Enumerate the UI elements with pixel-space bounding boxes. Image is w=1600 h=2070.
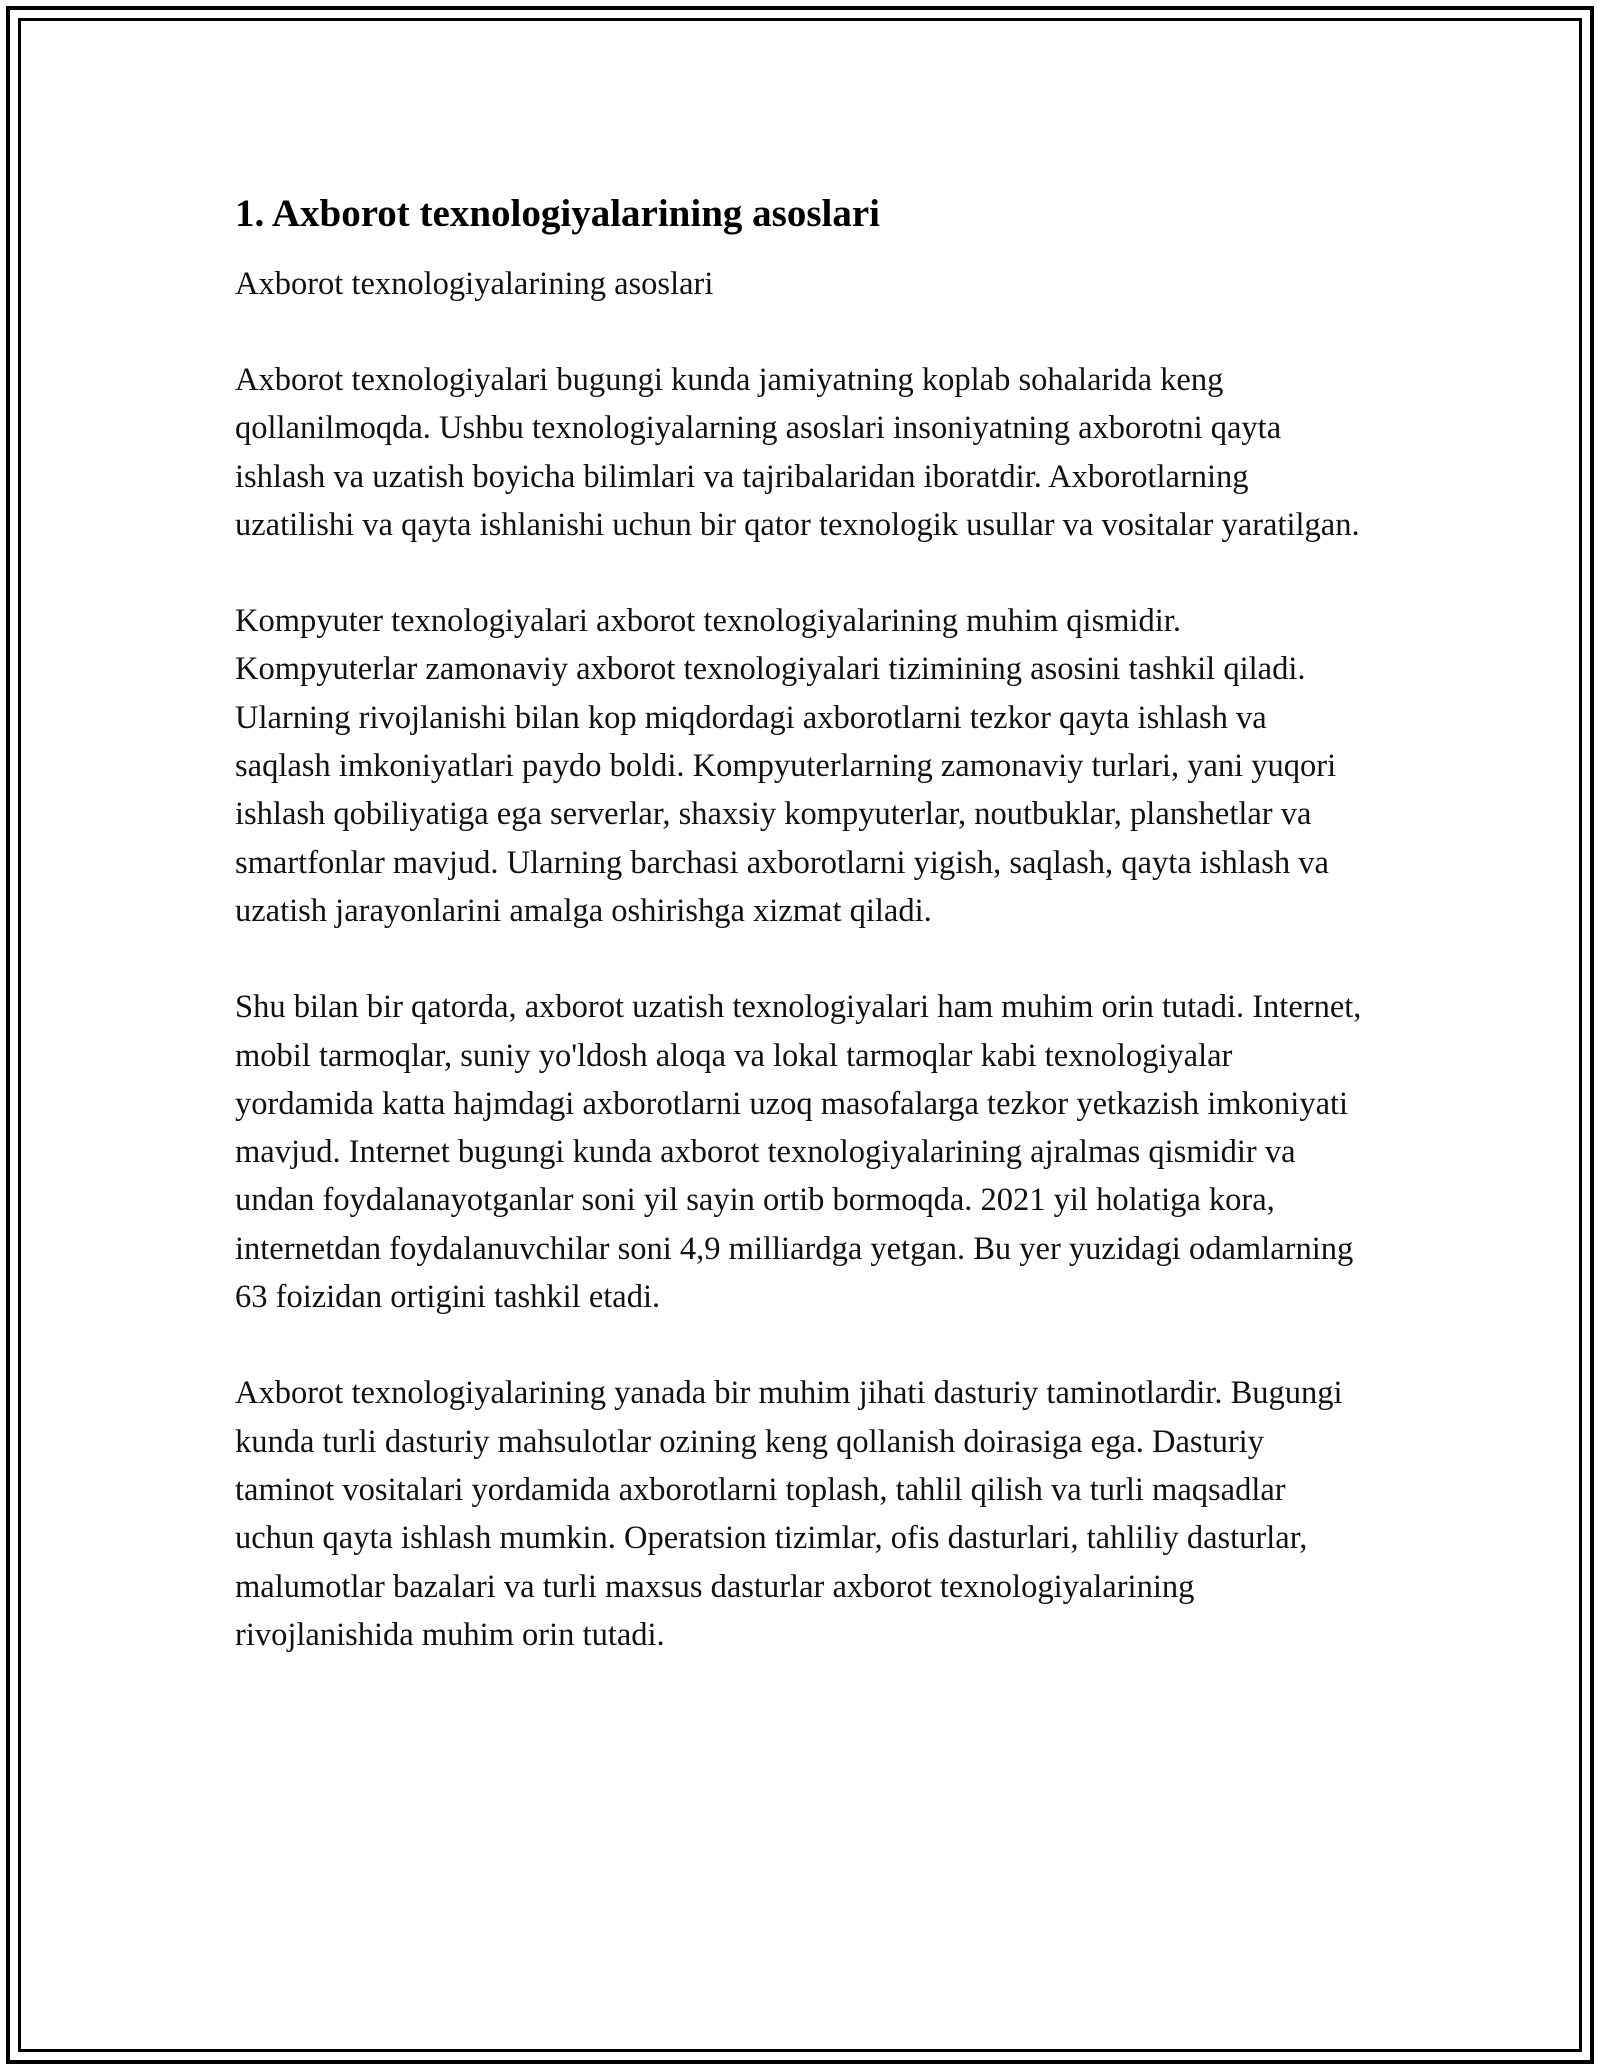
- paragraph-3: Shu bilan bir qatorda, axborot uzatish texnologiyalari ham muhim orin tutadi. Internet, mobil tarmoqlar, suniy yo'ldosh aloqa va lokal tarmoqlar kabi texnologiyalar yordamida katta hajmdagi axborotlarni uzoq masofalarga tezkor yetkazish imkoniyati mavjud. Internet bugungi kunda axborot texnologiyalarining ajralmas qismidir va undan foydalanayotganlar soni yil sayin ortib bormoqda. 2021 yil holatiga kora, internetdan foydalanuvchilar soni 4,9 milliardga yetgan. Bu yer yuzidagi odamlarning 63 foizidan ortigini tashkil etadi.: [235, 989, 1362, 1316]
- document-body: [235, 190, 1365, 1707]
- paragraph-1: Axborot texnologiyalari bugungi kunda jamiyatning koplab sohalarida keng qollanilmoqda. Ushbu texnologiyalarning asoslari insoniyatning axborotni qayta ishlash va uzatish boyicha bilimlari va tajribalaridan iboratdir. Axborotlarning uzatilishi va qayta ishlanishi uchun bir qator texnologik usullar va vositalar yaratilgan.: [235, 362, 1360, 543]
- paragraph-4: Axborot texnologiyalarining yanada bir muhim jihati dasturiy taminotlardir. Bugungi kunda turli dasturiy mahsulotlar ozining keng qollanish doirasiga ega. Dasturiy taminot vositalari yordamida axborotlarni toplash, tahlil qilish va turli maqsadlar uchun qayta ishlash mumkin. Operatsion tizimlar, ofis dasturlari, tahliliy dasturlar, malumotlar bazalari va turli maxsus dasturlar axborot texnologiyalarining rivojlanishida muhim orin tutadi.: [235, 1375, 1343, 1653]
- document-subtitle: Axborot texnologiyalarining asoslari: [235, 266, 714, 302]
- document-title: 1. Axborot texnologiyalarining asoslari: [235, 192, 880, 235]
- paragraph-2: Kompyuter texnologiyalari axborot texnologiyalarining muhim qismidir. Kompyuterlar zamonaviy axborot texnologiyalari tizimining asosini tashkil qiladi. Ularning rivojlanishi bilan kop miqdordagi axborotlarni tezkor qayta ishlash va saqlash imkoniyatlari paydo boldi. Kompyuterlarning zamonaviy turlari, yani yuqori ishlash qobiliyatiga ega serverlar, shaxsiy kompyuterlar, noutbuklar, planshetlar va smartfonlar mavjud. Ularning barchasi axborotlarni yigish, saqlash, qayta ishlash va uzatish jarayonlarini amalga oshirishga xizmat qiladi.: [235, 603, 1337, 929]
